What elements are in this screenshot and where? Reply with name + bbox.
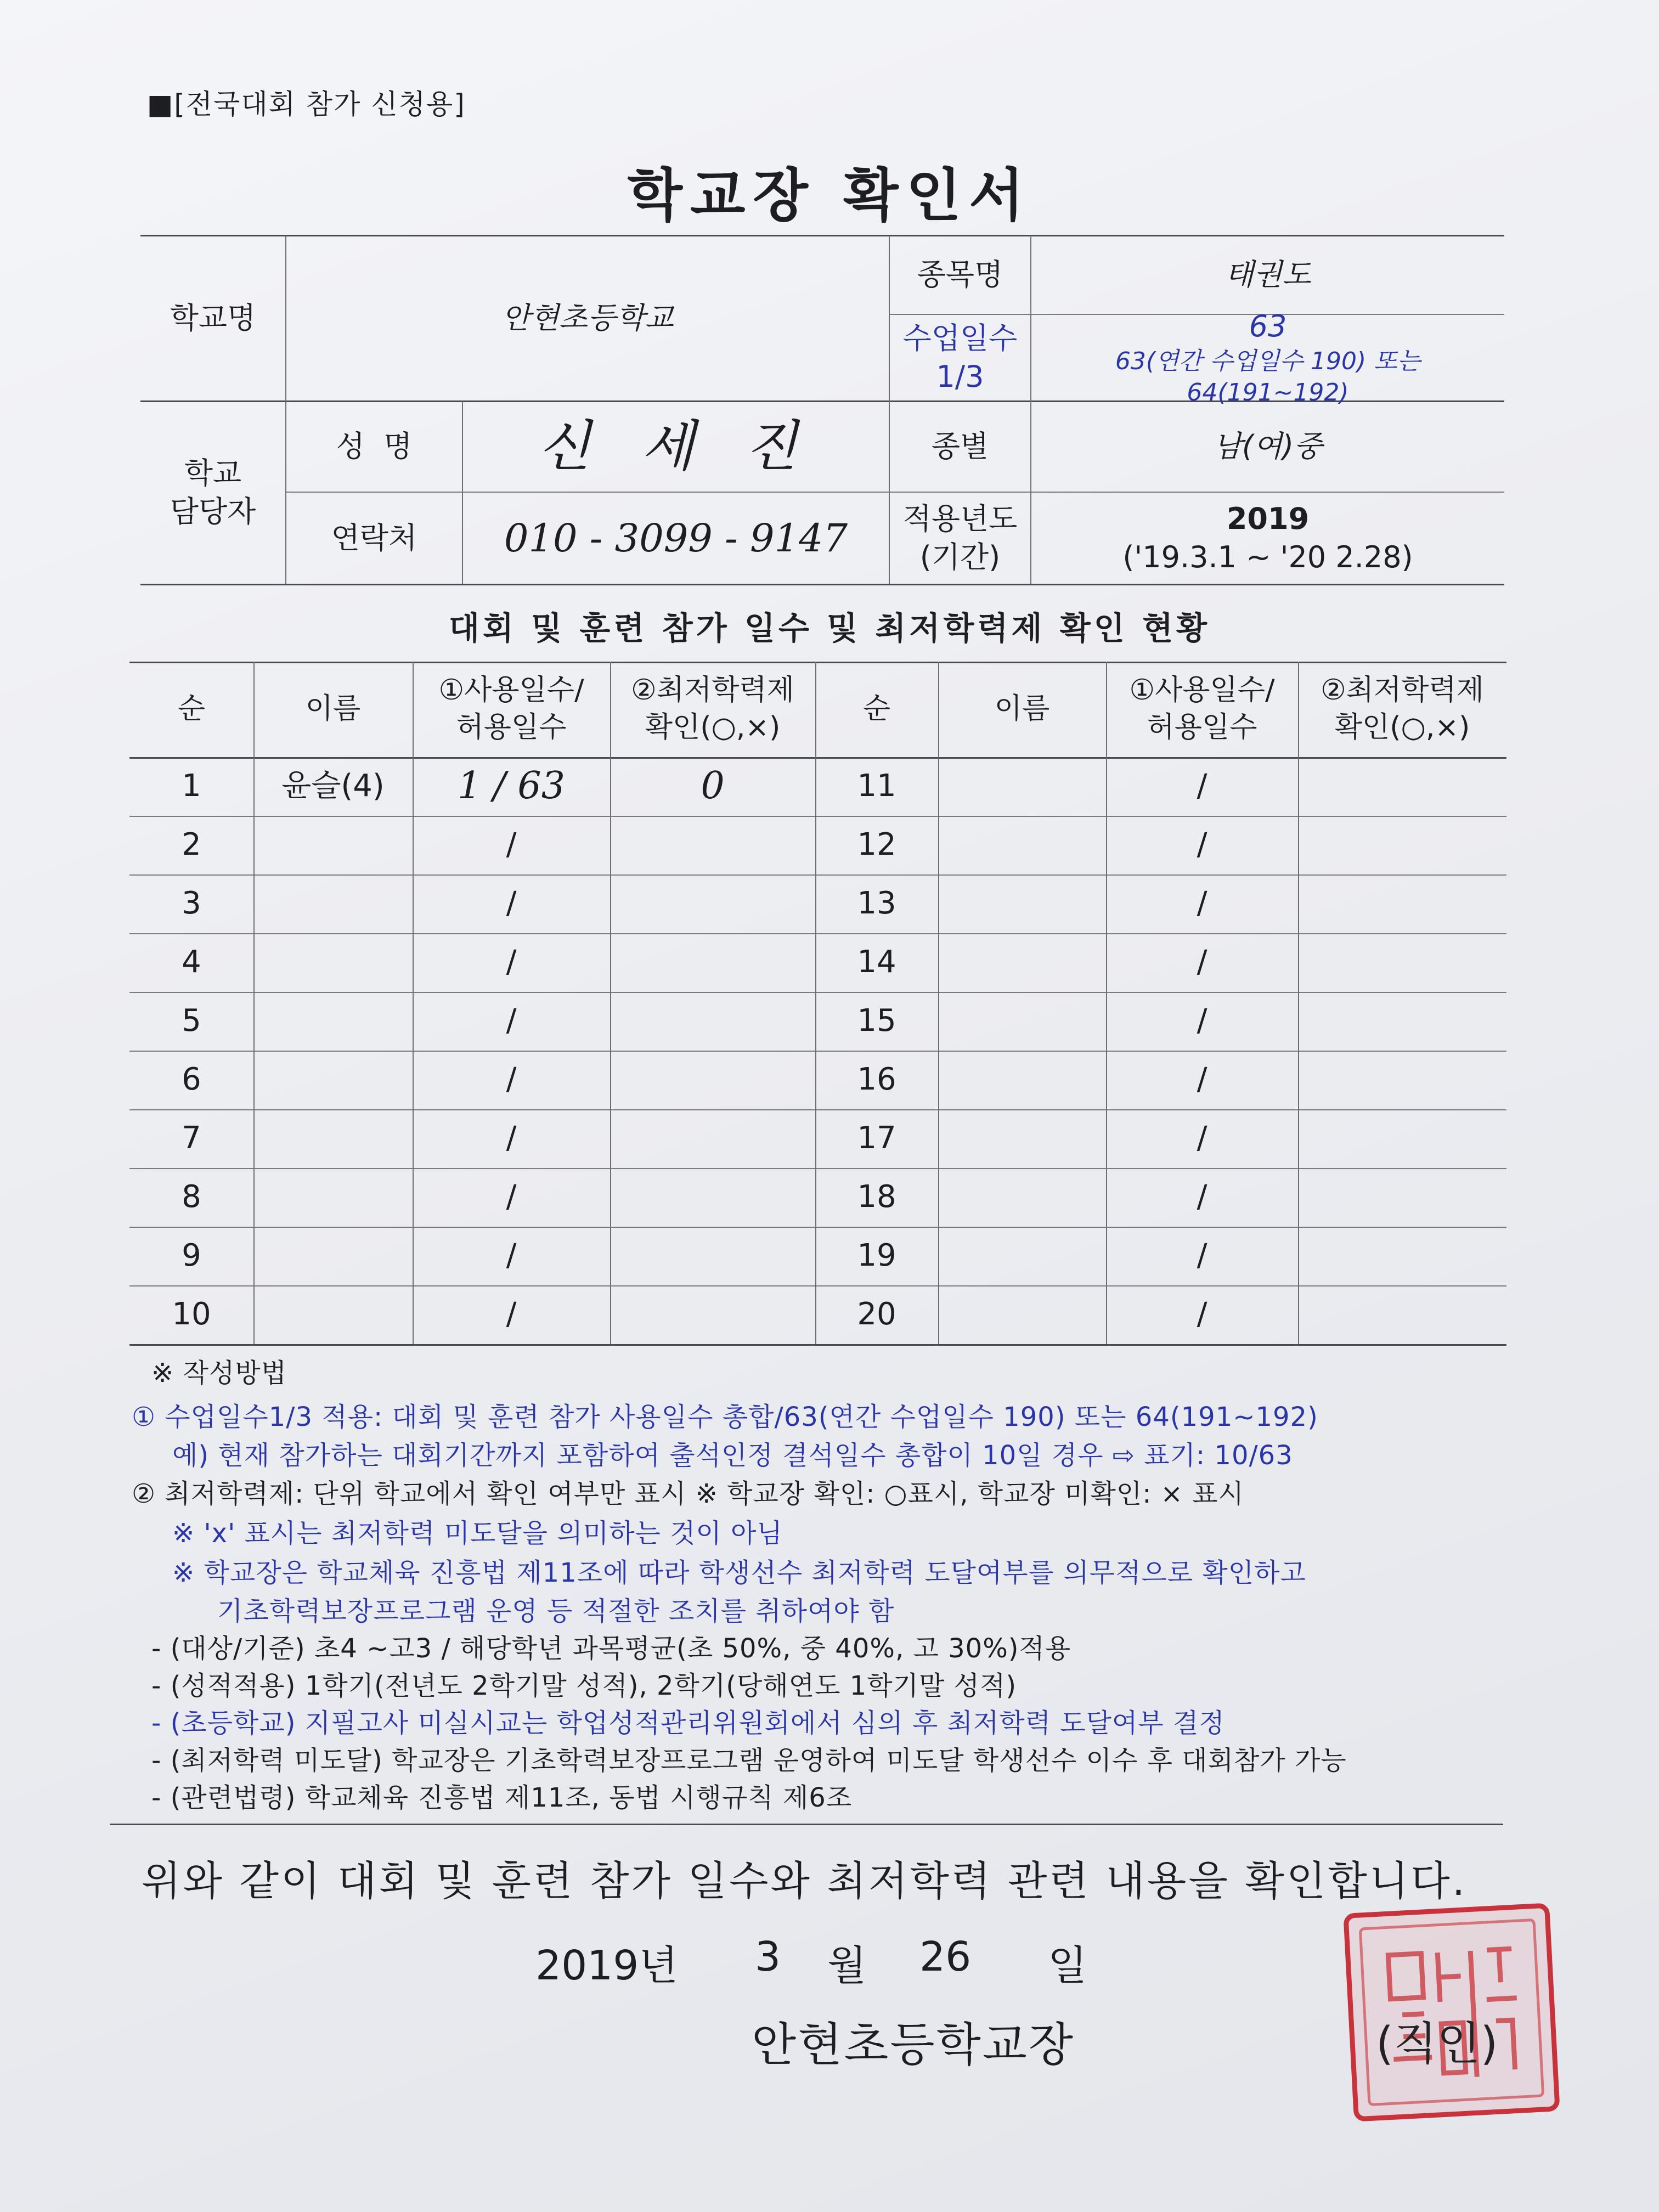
table-cell-days: / bbox=[1197, 944, 1207, 980]
table-cell-no: 9 bbox=[182, 1238, 201, 1274]
table-header-cell: ②최저학력제 확인(○,×) bbox=[631, 674, 794, 744]
table-cell-name bbox=[938, 1285, 1106, 1344]
table-cell-check bbox=[610, 1285, 815, 1344]
table-cell-no: 6 bbox=[182, 1062, 201, 1098]
table-cell-name bbox=[253, 874, 413, 933]
table-cell-days: / bbox=[506, 1179, 517, 1215]
table-cell-days: / bbox=[1197, 1062, 1207, 1098]
table-cell-check bbox=[1298, 992, 1506, 1051]
table-cell-days: / bbox=[506, 1120, 517, 1156]
notes-bottom-rule bbox=[110, 1824, 1503, 1825]
table-cell-name: 윤슬(4) bbox=[281, 768, 385, 804]
note-1: ① 수업일수1/3 적용: 대회 및 훈련 참가 사용일수 총합/63(연간 수업일수 190) 또는 64(191~192) bbox=[132, 1402, 1318, 1432]
table-cell-days: 1 / 63 bbox=[458, 764, 565, 808]
table-cell-days: / bbox=[1197, 1296, 1207, 1333]
table-cell-name bbox=[938, 874, 1106, 933]
date-month-unit: 월 bbox=[827, 1942, 867, 1989]
table-cell-no: 13 bbox=[857, 885, 896, 922]
table-cell-no: 10 bbox=[172, 1296, 211, 1333]
table-header-cell: 이름 bbox=[994, 692, 1050, 726]
table-cell-days: / bbox=[506, 1238, 517, 1274]
table-cell-check bbox=[610, 1168, 815, 1227]
date-day: 26 bbox=[919, 1933, 972, 1980]
table-header-cell: 순 bbox=[862, 692, 891, 726]
table-cell-days: / bbox=[506, 1062, 517, 1098]
table-cell-name bbox=[938, 757, 1106, 816]
note-1-example: 예) 현재 참가하는 대회기간까지 포함하여 출석인정 결석일수 총합이 10일 경우 ⇨ 표기: 10/63 bbox=[172, 1440, 1293, 1471]
table-cell-check bbox=[610, 1109, 815, 1168]
note-2-c: 기초학력보장프로그램 운영 등 적절한 조치를 취하여야 함 bbox=[217, 1596, 895, 1627]
table-cell-no: 12 bbox=[857, 827, 896, 863]
table-cell-check bbox=[610, 816, 815, 874]
event-label: 종목명 bbox=[917, 257, 1003, 292]
table-cell-check bbox=[1298, 816, 1506, 874]
table-cell-no: 8 bbox=[182, 1179, 201, 1215]
table-cell-check bbox=[610, 1051, 815, 1109]
date-month: 3 bbox=[755, 1933, 781, 1980]
table-cell-no: 19 bbox=[857, 1238, 896, 1274]
table-header-cell: ①사용일수/ 허용일수 bbox=[438, 674, 584, 744]
confirm-statement: 위와 같이 대회 및 훈련 참가 일수와 최저학력 관련 내용을 확인합니다. bbox=[142, 1858, 1468, 1905]
table-cell-days: / bbox=[506, 1003, 517, 1039]
contact-group-label: 학교 담당자 bbox=[170, 455, 256, 529]
table-cell-no: 1 bbox=[182, 768, 201, 804]
detail-5: - (관련법령) 학교체육 진흥법 제11조, 동법 시행규칙 제6조 bbox=[151, 1782, 853, 1813]
detail-4: - (최저학력 미도달) 학교장은 기초학력보장프로그램 운영하여 미도달 학생선수 이수 후 대회참가 가능 bbox=[151, 1745, 1347, 1776]
table-cell-check bbox=[1298, 874, 1506, 933]
table-cell-name bbox=[938, 933, 1106, 992]
school-name: 안현초등학교 bbox=[501, 300, 674, 335]
table-cell-check bbox=[1298, 1109, 1506, 1168]
table-cell-check bbox=[1298, 1227, 1506, 1285]
class-days-label: 수업일수 1/3 bbox=[902, 320, 1018, 394]
table-cell-check bbox=[1298, 757, 1506, 816]
table-cell-name bbox=[253, 992, 413, 1051]
table-cell-no: 17 bbox=[857, 1120, 896, 1156]
table-cell-no: 3 bbox=[182, 885, 201, 922]
table-cell-check bbox=[610, 992, 815, 1051]
name-value: 신 세 진 bbox=[538, 414, 814, 478]
detail-1: - (대상/기준) 초4 ~고3 / 해당학년 과목평균(초 50%, 중 40%, 고 30%)적용 bbox=[151, 1633, 1071, 1664]
table-cell-no: 2 bbox=[182, 827, 201, 863]
table-cell-no: 16 bbox=[857, 1062, 896, 1098]
table-cell-days: / bbox=[506, 827, 517, 863]
table-cell-name bbox=[253, 1285, 413, 1344]
table-cell-name bbox=[253, 1051, 413, 1109]
table-cell-no: 5 bbox=[182, 1003, 201, 1039]
year-value: 2019 ('19.3.1 ~ '20 2.28) bbox=[1122, 501, 1413, 574]
level-label: 종별 bbox=[931, 428, 989, 464]
level-value: 남(여)중 bbox=[1213, 428, 1323, 464]
table-cell-no: 20 bbox=[857, 1296, 896, 1333]
school-label: 학교명 bbox=[170, 300, 256, 335]
table-header-cell: ①사용일수/ 허용일수 bbox=[1129, 674, 1275, 744]
seal-label: (직인) bbox=[1376, 2018, 1498, 2070]
table-cell-check bbox=[610, 874, 815, 933]
table-cell-check bbox=[1298, 933, 1506, 992]
table-cell-no: 14 bbox=[857, 944, 896, 980]
table-cell-check bbox=[610, 1227, 815, 1285]
table-cell-days: / bbox=[1197, 768, 1207, 804]
table-cell-name bbox=[253, 1109, 413, 1168]
note-2-b: ※ 학교장은 학교체육 진흥법 제11조에 따라 학생선수 최저학력 도달여부를 의무적으로 확인하고 bbox=[172, 1558, 1306, 1588]
detail-3: - (초등학교) 지필고사 미실시교는 학업성적관리위원회에서 심의 후 최저학력 도달여부 결정 bbox=[151, 1708, 1225, 1739]
table-header-cell: 순 bbox=[177, 692, 206, 726]
form-type-tag: ■[전국대회 참가 신청용] bbox=[147, 88, 466, 120]
table-cell-days: / bbox=[1197, 1179, 1207, 1215]
table-cell-days: / bbox=[1197, 827, 1207, 863]
note-2: ② 최저학력제: 단위 학교에서 확인 여부만 표시 ※ 학교장 확인: ○표시, 학교장 미확인: × 표시 bbox=[132, 1479, 1244, 1509]
table-header-cell: ②최저학력제 확인(○,×) bbox=[1321, 674, 1484, 744]
table-cell-name bbox=[938, 1109, 1106, 1168]
table-cell-days: / bbox=[1197, 1238, 1207, 1274]
table-cell-check bbox=[610, 933, 815, 992]
phone-label: 연락처 bbox=[331, 520, 417, 555]
table-cell-days: / bbox=[506, 1296, 517, 1333]
table-cell-check bbox=[1298, 1285, 1506, 1344]
table-cell-no: 18 bbox=[857, 1179, 896, 1215]
table-cell-name bbox=[938, 1227, 1106, 1285]
table-cell-check bbox=[1298, 1051, 1506, 1109]
table-cell-name bbox=[938, 816, 1106, 874]
principal-title: 안현초등학교장 bbox=[752, 2018, 1075, 2072]
name-label: 성 명 bbox=[336, 428, 413, 464]
table-cell-name bbox=[253, 1168, 413, 1227]
section-title: 대회 및 훈련 참가 일수 및 최저학력제 확인 현황 bbox=[448, 610, 1211, 647]
table-cell-no: 4 bbox=[182, 944, 201, 980]
date-day-unit: 일 bbox=[1048, 1942, 1087, 1989]
table-cell-name bbox=[253, 1227, 413, 1285]
note-2-a: ※ 'x' 표시는 최저학력 미도달을 의미하는 것이 아님 bbox=[172, 1518, 783, 1549]
document-title: 학교장 확인서 bbox=[627, 162, 1032, 229]
table-cell-name bbox=[938, 1051, 1106, 1109]
event-value: 태권도 bbox=[1224, 257, 1311, 292]
class-days-value: 63 63(연간 수업일수 190) 또는 64(191~192) bbox=[1115, 308, 1421, 407]
year-label: 적용년도 (기간) bbox=[902, 501, 1018, 574]
table-cell-check bbox=[1298, 1168, 1506, 1227]
notes-heading: ※ 작성방법 bbox=[151, 1358, 287, 1389]
table-cell-days: / bbox=[506, 944, 517, 980]
table-cell-name bbox=[938, 1168, 1106, 1227]
table-cell-no: 15 bbox=[857, 1003, 896, 1039]
table-row-rule bbox=[129, 1344, 1506, 1346]
phone-value: 010 - 3099 - 9147 bbox=[504, 515, 848, 561]
table-cell-days: / bbox=[1197, 885, 1207, 922]
table-cell-days: / bbox=[506, 885, 517, 922]
table-cell-no: 11 bbox=[857, 768, 896, 804]
table-header-cell: 이름 bbox=[305, 692, 361, 726]
table-cell-no: 7 bbox=[182, 1120, 201, 1156]
table-cell-name bbox=[938, 992, 1106, 1051]
table-cell-days: / bbox=[1197, 1003, 1207, 1039]
detail-2: - (성적적용) 1학기(전년도 2학기말 성적), 2학기(당해연도 1학기말 성적) bbox=[151, 1671, 1017, 1701]
table-cell-name bbox=[253, 816, 413, 874]
table-cell-name bbox=[253, 933, 413, 992]
table-cell-days: / bbox=[1197, 1120, 1207, 1156]
date-year: 2019년 bbox=[535, 1942, 678, 1989]
table-cell-check: 0 bbox=[701, 764, 725, 808]
